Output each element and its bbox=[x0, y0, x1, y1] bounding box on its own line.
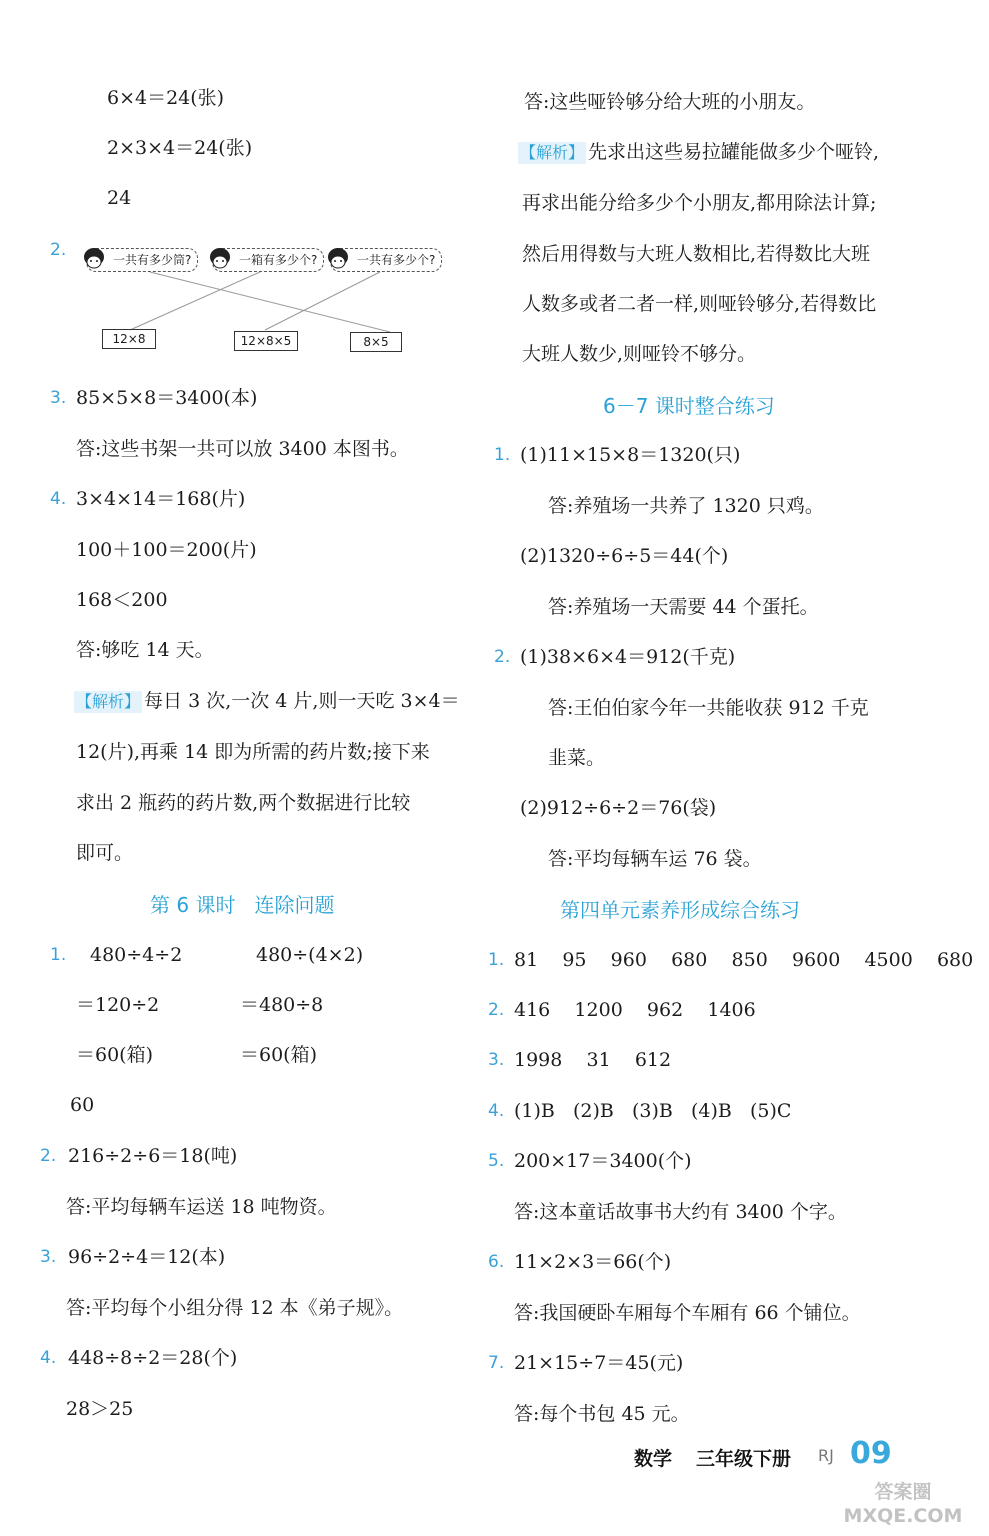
expression-box: 12×8 bbox=[102, 329, 156, 349]
question-number: 2. bbox=[494, 647, 511, 667]
analysis-line: 即可。 bbox=[76, 842, 134, 864]
left-line: ＝60(箱) bbox=[240, 1044, 318, 1066]
question-number: 5. bbox=[488, 1151, 505, 1171]
left-line: 答:平均每个小组分得 12 本《弟子规》。 bbox=[66, 1297, 404, 1319]
left-line: 60 bbox=[70, 1094, 95, 1116]
question-number: 3. bbox=[40, 1247, 57, 1267]
question-number: 4. bbox=[488, 1101, 505, 1121]
question-number: 4. bbox=[50, 489, 67, 509]
question-bubble bbox=[330, 248, 442, 272]
analysis-line: 大班人数少,则哑铃不够分。 bbox=[522, 343, 757, 365]
left-line: 答:够吃 14 天。 bbox=[76, 639, 214, 661]
left-line: 答:这些书架一共可以放 3400 本图书。 bbox=[76, 438, 409, 460]
analysis-tag: 【解析】 bbox=[76, 692, 141, 711]
left-line: 2×3×4＝24(张) bbox=[107, 137, 253, 159]
right-line: (1)38×6×4＝912(千克) bbox=[520, 646, 736, 668]
left-line: ＝120÷2 bbox=[76, 994, 160, 1016]
match-line bbox=[265, 272, 380, 330]
left-line: 24 bbox=[107, 187, 132, 209]
bubble-text: 一共有多少个? bbox=[357, 253, 436, 267]
match-line bbox=[130, 272, 260, 330]
left-line: 480÷(4×2) bbox=[256, 944, 364, 966]
question-number: 2. bbox=[50, 240, 67, 260]
analysis-line: 再求出能分给多少个小朋友,都用除法计算; bbox=[522, 192, 877, 214]
analysis-line: 然后用得数与大班人数相比,若得数比大班 bbox=[522, 243, 871, 265]
question-bubble bbox=[212, 248, 324, 272]
question-bubble bbox=[86, 248, 198, 272]
right-line: 答:平均每辆车运 76 袋。 bbox=[548, 848, 762, 870]
analysis-line bbox=[74, 689, 460, 713]
analysis-line bbox=[518, 140, 879, 164]
question-number: 7. bbox=[488, 1353, 505, 1373]
analysis-tag-text: 解析 bbox=[92, 692, 125, 711]
bubble-text: 一箱有多少个? bbox=[239, 253, 318, 267]
child-face-icon bbox=[81, 245, 107, 273]
left-line: 168＜200 bbox=[76, 589, 168, 611]
right-line: 答:王伯伯家今年一共能收获 912 千克 bbox=[548, 697, 869, 719]
right-line: 答:养殖场一天需要 44 个蛋托。 bbox=[548, 596, 819, 618]
expression-box: 12×8×5 bbox=[234, 331, 298, 351]
question-number: 3. bbox=[50, 388, 67, 408]
right-line: 21×15÷7＝45(元) bbox=[514, 1352, 684, 1374]
question-number: 1. bbox=[50, 945, 67, 965]
section-title: 6－7 课时整合练习 bbox=[603, 394, 775, 418]
left-line: ＝480÷8 bbox=[240, 994, 324, 1016]
matching-lines bbox=[0, 0, 460, 360]
footer-grade: 三年级下册 bbox=[696, 1448, 792, 1470]
analysis-line: 求出 2 瓶药的药片数,两个数据进行比较 bbox=[76, 792, 411, 814]
watermark-logo: 答案圈 MXQE.COM bbox=[843, 1481, 963, 1527]
right-line: 81 95 960 680 850 9600 4500 680 bbox=[514, 949, 974, 971]
section-title: 第四单元素养形成综合练习 bbox=[560, 898, 800, 922]
left-line: 答:平均每辆车运送 18 吨物资。 bbox=[66, 1196, 337, 1218]
right-line: 416 1200 962 1406 bbox=[514, 999, 756, 1021]
right-line: 1998 31 612 bbox=[514, 1049, 672, 1071]
left-line: 448÷8÷2＝28(个) bbox=[68, 1347, 238, 1369]
right-line: (1)B (2)B (3)B (4)B (5)C bbox=[514, 1100, 792, 1122]
left-line: ＝60(箱) bbox=[76, 1044, 154, 1066]
right-line: (2)912÷6÷2＝76(袋) bbox=[520, 797, 717, 819]
left-line: 3×4×14＝168(片) bbox=[76, 488, 246, 510]
section-title: 第 6 课时 连除问题 bbox=[150, 893, 335, 917]
right-line: (1)11×15×8＝1320(只) bbox=[520, 444, 741, 466]
left-line: 96÷2÷4＝12(本) bbox=[68, 1246, 226, 1268]
question-number: 1. bbox=[488, 950, 505, 970]
page-number: 09 bbox=[850, 1436, 892, 1471]
analysis-text: 先求出这些易拉罐能做多少个哑铃, bbox=[588, 141, 880, 163]
question-number: 6. bbox=[488, 1252, 505, 1272]
analysis-text: 每日 3 次,一次 4 片,则一天吃 3×4＝ bbox=[144, 690, 460, 712]
footer-subject: 数学 bbox=[634, 1448, 673, 1470]
expression-box: 8×5 bbox=[350, 332, 402, 352]
analysis-tag: 【解析】 bbox=[520, 143, 585, 162]
analysis-line: 人数多或者二者一样,则哑铃够分,若得数比 bbox=[522, 293, 877, 315]
question-number: 3. bbox=[488, 1050, 505, 1070]
right-line: (2)1320÷6÷5＝44(个) bbox=[520, 545, 729, 567]
question-number: 1. bbox=[494, 445, 511, 465]
analysis-tag-text: 解析 bbox=[536, 143, 569, 162]
right-line: 答:这些哑铃够分给大班的小朋友。 bbox=[524, 91, 816, 113]
bubble-text: 一共有多少筒? bbox=[113, 253, 192, 267]
left-line: 6×4＝24(张) bbox=[107, 87, 225, 109]
right-line: 答:这本童话故事书大约有 3400 个字。 bbox=[514, 1201, 847, 1223]
question-number: 2. bbox=[40, 1146, 57, 1166]
left-line: 480÷4÷2 bbox=[90, 944, 183, 966]
child-face-icon bbox=[207, 245, 233, 273]
child-face-icon bbox=[325, 245, 351, 273]
question-number: 4. bbox=[40, 1348, 57, 1368]
right-line: 答:养殖场一共养了 1320 只鸡。 bbox=[548, 495, 824, 517]
right-line: 200×17＝3400(个) bbox=[514, 1150, 692, 1172]
left-line: 216÷2÷6＝18(吨) bbox=[68, 1145, 238, 1167]
analysis-line: 12(片),再乘 14 即为所需的药片数;接下来 bbox=[76, 741, 430, 763]
footer-edition: RJ bbox=[818, 1446, 834, 1465]
right-line: 答:每个书包 45 元。 bbox=[514, 1403, 690, 1425]
question-number: 2. bbox=[488, 1000, 505, 1020]
match-line bbox=[150, 272, 390, 332]
right-line: 韭菜。 bbox=[548, 747, 606, 769]
right-line: 答:我国硬卧车厢每个车厢有 66 个铺位。 bbox=[514, 1302, 861, 1324]
left-line: 28＞25 bbox=[66, 1398, 134, 1420]
left-line: 85×5×8＝3400(本) bbox=[76, 387, 258, 409]
right-line: 11×2×3＝66(个) bbox=[514, 1251, 672, 1273]
left-line: 100＋100＝200(片) bbox=[76, 539, 257, 561]
